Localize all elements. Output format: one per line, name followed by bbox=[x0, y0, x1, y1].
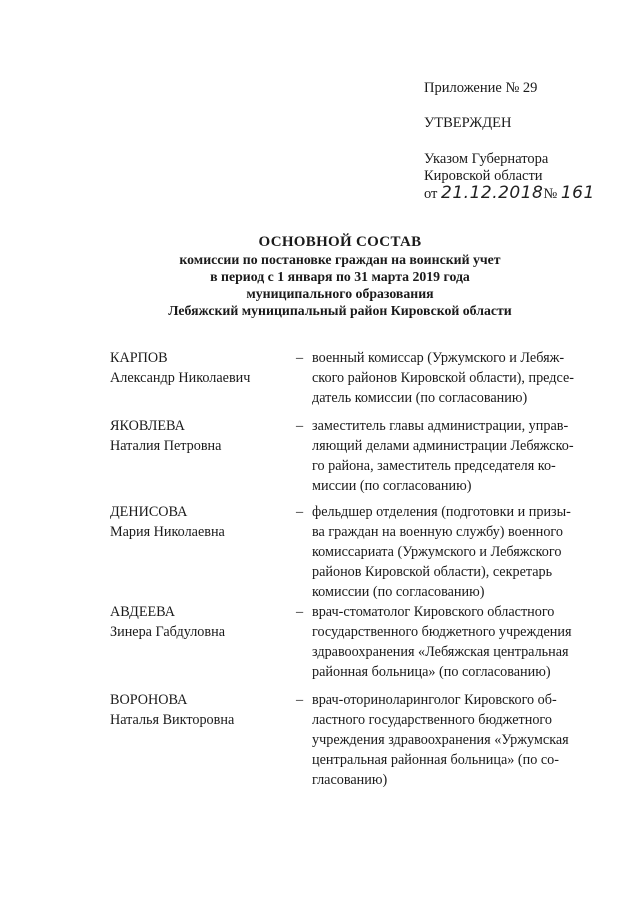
role-line: врач-оториноларинголог Кировского об- bbox=[312, 692, 557, 708]
member-name bbox=[110, 690, 290, 730]
role-line: ва граждан на военную службу) военного bbox=[312, 524, 563, 540]
appendix-number: Приложение № 29 bbox=[424, 80, 538, 96]
number-prefix: № bbox=[543, 186, 558, 202]
title-main: ОСНОВНОЙ СОСТАВ bbox=[258, 234, 422, 250]
member-surname: АВДЕЕВА bbox=[110, 604, 175, 620]
member-role bbox=[312, 602, 600, 682]
document-title bbox=[110, 234, 570, 319]
member-surname: ЯКОВЛЕВА bbox=[110, 418, 185, 434]
approval-stamp-block bbox=[424, 80, 624, 203]
role-line: районная больница» (по согласованию) bbox=[312, 664, 551, 680]
role-line: гласованию) bbox=[312, 772, 388, 788]
title-line-5: Лебяжский муниципальный район Кировской области bbox=[168, 303, 512, 318]
dash-separator: – bbox=[296, 604, 304, 620]
role-line: учреждения здравоохранения «Уржумская bbox=[312, 732, 569, 748]
decree-line-1: Указом Губернатора bbox=[424, 151, 549, 167]
handwritten-number: 161 bbox=[560, 183, 595, 203]
dash-separator: – bbox=[296, 418, 304, 434]
member-role bbox=[312, 690, 600, 790]
dash-separator: – bbox=[296, 504, 304, 520]
role-line: заместитель главы администрации, управ- bbox=[312, 418, 569, 434]
member-name bbox=[110, 602, 290, 642]
member-role bbox=[312, 348, 600, 408]
role-line: миссии (по согласованию) bbox=[312, 478, 472, 494]
member-surname: ДЕНИСОВА bbox=[110, 504, 188, 520]
role-line: фельдшер отделения (подготовки и призы- bbox=[312, 504, 571, 520]
role-line: датель комиссии (по согласованию) bbox=[312, 390, 528, 406]
member-given-name: Мария Николаевна bbox=[110, 524, 225, 540]
title-line-3: в период с 1 января по 31 марта 2019 года bbox=[210, 269, 470, 284]
role-line: районов Кировской области), секретарь bbox=[312, 564, 553, 580]
member-surname: КАРПОВ bbox=[110, 350, 168, 366]
role-line: государственного бюджетного учреждения bbox=[312, 624, 572, 640]
member-name bbox=[110, 348, 290, 388]
decree-date-line bbox=[424, 185, 624, 203]
role-line: военный комиссар (Уржумского и Лебяж- bbox=[312, 350, 565, 366]
role-line: ского районов Кировской области), предсе- bbox=[312, 370, 574, 386]
date-prefix: от bbox=[424, 186, 438, 202]
dash-separator: – bbox=[296, 350, 304, 366]
decree-line-2: Кировской области bbox=[424, 168, 543, 184]
member-given-name: Зинера Габдуловна bbox=[110, 624, 225, 640]
member-given-name: Александр Николаевич bbox=[110, 370, 251, 386]
member-name bbox=[110, 416, 290, 456]
member-given-name: Наталья Викторовна bbox=[110, 712, 235, 728]
member-name bbox=[110, 502, 290, 542]
approved-label: УТВЕРЖДЕН bbox=[424, 115, 512, 131]
role-line: го района, заместитель председателя ко- bbox=[312, 458, 556, 474]
role-line: ляющий делами администрации Лебяжско- bbox=[312, 438, 574, 454]
handwritten-date: 21.12.2018 bbox=[441, 183, 544, 203]
member-surname: ВОРОНОВА bbox=[110, 692, 188, 708]
member-role bbox=[312, 416, 600, 496]
member-role bbox=[312, 502, 600, 602]
role-line: здравоохранения «Лебяжская центральная bbox=[312, 644, 569, 660]
member-given-name: Наталия Петровна bbox=[110, 438, 222, 454]
title-line-4: муниципального образования bbox=[246, 286, 434, 301]
role-line: комиссариата (Уржумского и Лебяжского bbox=[312, 544, 562, 560]
role-line: центральная районная больница» (по со- bbox=[312, 752, 559, 768]
role-line: ластного государственного бюджетного bbox=[312, 712, 552, 728]
title-line-2: комиссии по постановке граждан на воинский учет bbox=[179, 252, 501, 267]
role-line: комиссии (по согласованию) bbox=[312, 584, 485, 600]
role-line: врач-стоматолог Кировского областного bbox=[312, 604, 555, 620]
dash-separator: – bbox=[296, 692, 304, 708]
